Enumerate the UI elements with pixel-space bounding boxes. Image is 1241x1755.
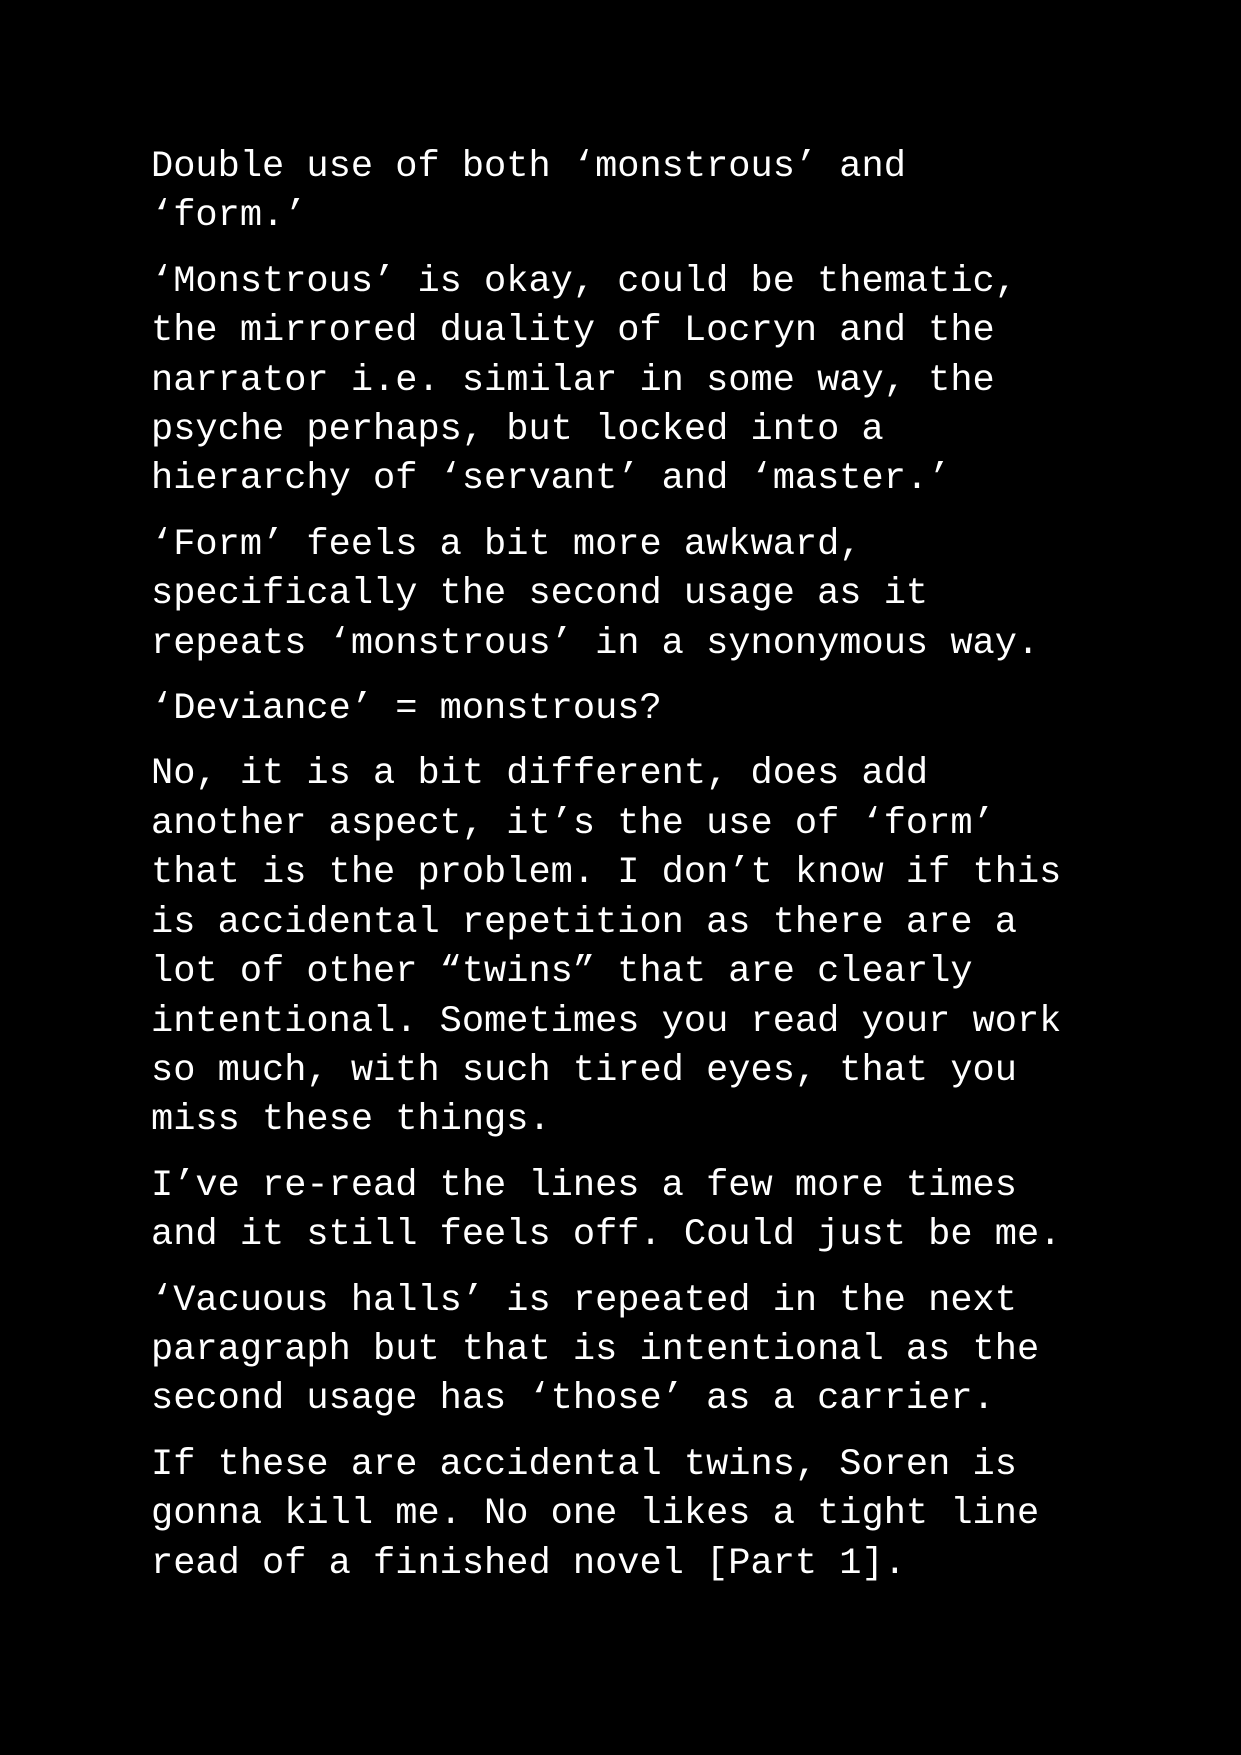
paragraph-5 — [151, 750, 1151, 1145]
paragraph-3 — [151, 521, 1151, 669]
notes-text — [151, 143, 1151, 1589]
paragraph-6 — [151, 1162, 1151, 1261]
paragraph-1 — [151, 143, 1151, 242]
text-line: narrator i.e. similar in some way, the — [151, 359, 995, 402]
text-line: Double use of both ‘monstrous’ and — [151, 146, 906, 188]
text-line: intentional. Sometimes you read your work — [151, 1000, 1062, 1043]
text-line: so much, with such tired eyes, that you — [151, 1049, 1017, 1092]
paragraph-7 — [151, 1277, 1151, 1425]
text-line: read of a finished novel [Part 1]. — [151, 1542, 906, 1585]
text-line: lot of other “twins” that are clearly — [151, 951, 973, 994]
paragraph-4 — [151, 685, 1151, 734]
paragraph-2 — [151, 258, 1151, 505]
text-line: ‘Deviance’ = monstrous? — [151, 688, 662, 731]
text-line: is accidental repetition as there are a — [151, 901, 1017, 944]
paragraph-8 — [151, 1441, 1151, 1589]
text-line: If these are accidental twins, Soren is — [151, 1443, 1017, 1486]
text-line: ‘Monstrous’ is okay, could be thematic, — [151, 260, 1017, 303]
text-line: miss these things. — [151, 1099, 551, 1142]
text-line: ‘Form’ feels a bit more awkward, — [151, 523, 862, 566]
text-line: another aspect, it’s the use of ‘form’ — [151, 802, 995, 845]
text-line: gonna kill me. No one likes a tight line — [151, 1493, 1040, 1536]
text-line: that is the problem. I don’t know if this — [151, 852, 1062, 895]
text-line: specifically the second usage as it — [151, 573, 929, 616]
text-line: and it still feels off. Could just be me. — [151, 1214, 1062, 1257]
text-line: psyche perhaps, but locked into a — [151, 409, 884, 452]
text-line: paragraph but that is intentional as the — [151, 1328, 1040, 1371]
text-line: ‘form.’ — [151, 195, 307, 238]
text-line: ‘Vacuous halls’ is repeated in the next — [151, 1279, 1017, 1322]
text-line: No, it is a bit different, does add — [151, 753, 929, 796]
text-line: I’ve re-read the lines a few more times — [151, 1164, 1017, 1207]
text-line: hierarchy of ‘servant’ and ‘master.’ — [151, 458, 951, 501]
text-line: second usage has ‘those’ as a carrier. — [151, 1378, 995, 1421]
text-line: the mirrored duality of Locryn and the — [151, 310, 995, 353]
text-line: repeats ‘monstrous’ in a synonymous way. — [151, 622, 1040, 665]
